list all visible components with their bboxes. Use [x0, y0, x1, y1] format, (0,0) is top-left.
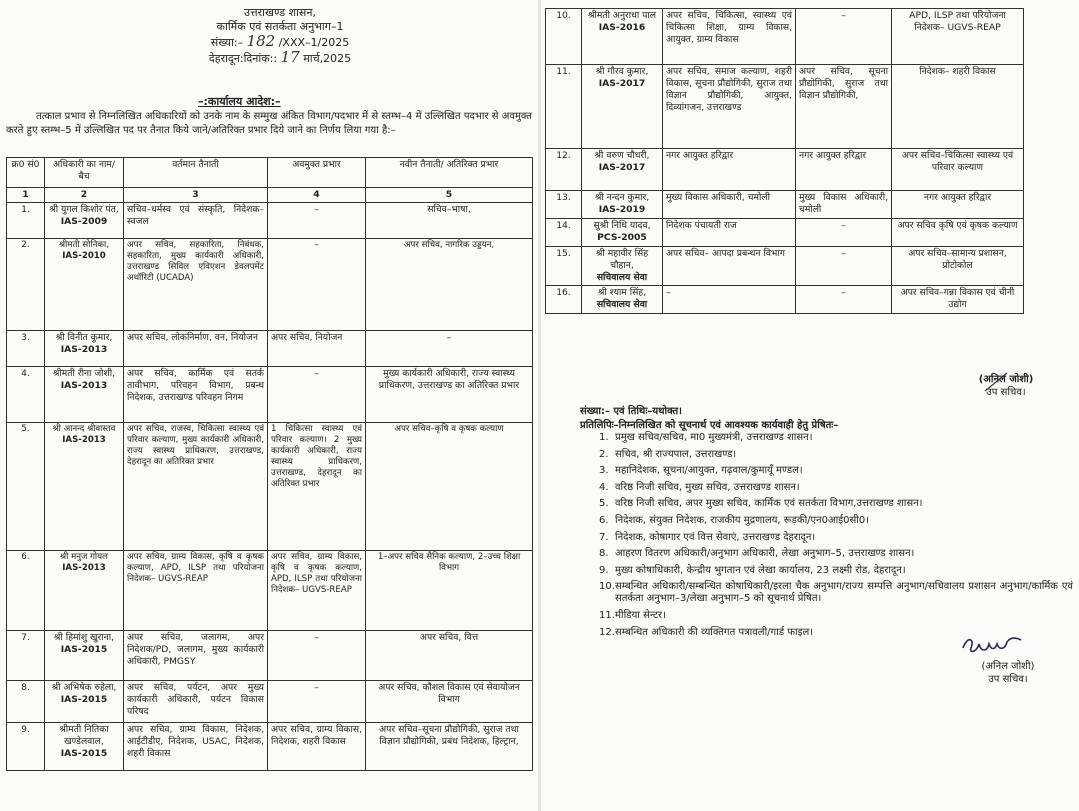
cell-officer	[45, 723, 124, 771]
cell-officer	[582, 247, 663, 286]
distribution-item	[599, 432, 1073, 444]
table-header-row	[7, 158, 533, 188]
cell-serial: 10.	[546, 9, 582, 65]
signatory-designation-2: उप सचिव।	[988, 674, 1028, 685]
transfer-table-part1	[6, 157, 533, 771]
table-row	[546, 191, 1024, 219]
table-row	[7, 681, 533, 723]
cell-officer	[45, 331, 124, 367]
table-row	[546, 286, 1024, 314]
cell-new-posting: –	[366, 331, 533, 367]
document-header	[150, 6, 410, 66]
cell-officer	[45, 367, 124, 423]
cell-new-posting: अपर सचिव–गन्ना विकास एवं चीनी उद्योग	[892, 286, 1024, 314]
distribution-item-number: 11.	[599, 609, 615, 621]
cell-relieved-charge: मुख्य विकास अधिकारी, चमोली	[796, 191, 892, 219]
distribution-item-text: वरिष्ठ निजी सचिव, मुख्य सचिव, उत्तराखण्ड शासन।	[615, 481, 800, 493]
cell-new-posting: अपर सचिव, कौशल विकास एवं सेवायोजन विभाग	[366, 681, 533, 723]
cell-relieved-charge: नगर आयुक्त हरिद्वार	[796, 149, 892, 191]
officer-batch: IAS-2017	[598, 162, 646, 173]
cell-serial: 9.	[7, 723, 45, 771]
cell-current-posting: अपर सचिव, सहकारिता, निबंधक, सहकारिता, मुख्य कार्यकारी अधिकारी, उत्तराखण्ड सिविल एविएशन डेवलपमेंट अथॉरिटी (UCADA)	[124, 239, 268, 331]
cell-officer	[45, 551, 124, 631]
officer-name: श्रीमती रीना जोशी,	[52, 368, 116, 379]
cell-serial: 15.	[546, 247, 582, 286]
cell-current-posting: अपर सचिव, पर्यटन, अपर मुख्य कार्यकारी अधिकारी, पर्यटन विकास परिषद	[124, 681, 268, 723]
cell-new-posting: 1–अपर सचिव सैनिक कल्याण, 2–उच्च शिक्षा विभाग	[366, 551, 533, 631]
cell-serial: 16.	[546, 286, 582, 314]
cell-current-posting: निदेशक पंचायती राज	[663, 219, 796, 247]
cell-relieved-charge: अपर सचिव, नियोजन	[268, 331, 366, 367]
cell-officer	[45, 631, 124, 681]
cell-relieved-charge: –	[268, 239, 366, 331]
distribution-item-number: 1.	[599, 432, 609, 443]
cell-serial: 13.	[546, 191, 582, 219]
cell-new-posting: निदेशक– शहरी विकास	[892, 65, 1024, 149]
cell-new-posting: अपर सचिव–चिकित्सा स्वास्थ्य एवं परिवार कल्याण	[892, 149, 1024, 191]
officer-name: श्री हिमांशु खुराना,	[53, 632, 115, 643]
distribution-item	[599, 515, 1073, 527]
cell-current-posting: अपर सचिव, कार्मिक एवं सतर्क तावीभाग, परिवहन विभाग, प्रबन्ध निदेशक, उत्तराखण्ड परिवहन निगम	[124, 367, 268, 423]
cell-new-posting: नगर आयुक्त हरिद्वार	[892, 191, 1024, 219]
cell-officer	[582, 149, 663, 191]
distribution-item-number: 8.	[599, 548, 609, 560]
copy-to-line: प्रतिलिपिः–निम्नलिखित को सूचनार्थ एवं आवश्यक कार्यवाही हेतु प्रेषितः–	[580, 420, 839, 431]
officer-batch: सचिवालय सेवा	[596, 299, 648, 310]
cell-new-posting: अपर सचिव, वित्त	[366, 631, 533, 681]
table-row	[7, 723, 533, 771]
officer-batch: IAS-2009	[60, 216, 108, 227]
cell-officer	[45, 681, 124, 723]
distribution-list	[599, 432, 1073, 643]
table-row	[546, 149, 1024, 191]
cell-new-posting: अपर सचिव–कृषि व कृषक कल्याण	[366, 423, 533, 551]
officer-name: श्री नन्दन कुमार,	[594, 192, 650, 203]
cell-current-posting: सचिव–धर्मस्व एवं संस्कृति, निदेशक–स्वजल	[124, 203, 268, 239]
intro-paragraph: तत्काल प्रभाव से निम्नलिखित अधिकारियों को उनके नाम के सम्मुख अंकित विभाग/पदभार में से स्तम्भ–4 में उल्लिखित पदभार से अवमुक्त करते हुए स्तम्भ–5 में उल्लिखित पद पर तैनात किये जाने/अतिरिक्त प्रभार दिये जाने का निर्णय लिया गया है:–	[6, 111, 532, 136]
officer-name: श्री महावीर सिंह चौहान,	[595, 248, 649, 271]
cell-relieved-charge: 1 चिकित्सा स्वास्थ्य एवं परिवार कल्याण। 2 मुख्य कार्यकारी अधिकारी, राज्य स्वास्थ्य प्राधिकरण, उत्तराखण्ड, देहरादून का अतिरिक्त प्रभार	[268, 423, 366, 551]
cell-serial: 1.	[7, 203, 45, 239]
document-page-right	[541, 0, 1079, 811]
officer-name: श्री वरुण चौधरी,	[594, 150, 650, 161]
cell-new-posting: मुख्य कार्यकारी अधिकारी, राज्य स्वास्थ्य प्राधिकरण, उत्तराखण्ड का अतिरिक्त प्रभार	[366, 367, 533, 423]
distribution-item	[599, 548, 1073, 560]
table-row	[7, 551, 533, 631]
officer-name: सुश्री निधि यादव,	[593, 220, 651, 231]
distribution-item-number: 12.	[599, 626, 615, 638]
officer-batch: IAS-2015	[60, 644, 108, 655]
table-row	[546, 65, 1024, 149]
officer-batch: सचिवालय सेवा	[596, 272, 648, 283]
distribution-item	[599, 482, 1073, 494]
cell-officer	[582, 286, 663, 314]
cell-current-posting: –	[663, 286, 796, 314]
distribution-item-number: 3.	[599, 465, 609, 477]
table-row	[546, 247, 1024, 286]
officer-name: श्रीमती नितिका खण्डेलवाल,	[59, 724, 109, 747]
signature-block-2	[953, 660, 1063, 686]
distribution-item	[599, 449, 1073, 461]
col-header-current: वर्तमान तैनाती	[124, 158, 268, 188]
cell-relieved-charge: अपर सचिव, ग्राम्य विकास, कृषि व कृषक कल्याण, APD, ILSP तथा परियोजना निदेशक– UGVS-REAP	[268, 551, 366, 631]
officer-name: श्री अभिषेक रुहेला,	[51, 682, 117, 693]
distribution-item-text: मीडिया सेन्टर।	[615, 609, 666, 621]
distribution-item	[599, 610, 1073, 622]
cell-new-posting: अपर सचिव कृषि एवं कृषक कल्याण	[892, 219, 1024, 247]
distribution-item	[599, 581, 1073, 605]
header-government: उत्तराखण्ड शासन,	[244, 6, 316, 19]
officer-name: श्रीमती सोनिका,	[59, 240, 109, 250]
distribution-item-text: आहरण वितरण अधिकारी/अनुभाग अधिकारी, लेखा अनुभाग–5, उत्तराखण्ड शासन।	[615, 548, 915, 560]
distribution-item-number: 9.	[599, 564, 609, 576]
office-order-title: –:कार्यालय आदेश:–	[198, 95, 281, 108]
cell-officer	[45, 203, 124, 239]
distribution-item-text: वरिष्ठ निजी सचिव, अपर मुख्य सचिव, कार्मिक एवं सतर्कता विभाग,उत्तराखण्ड शासन।	[615, 498, 923, 510]
distribution-item-text: महानिदेशक, सूचना/आयुक्त, गढ़वाल/कुमायूँ मण्डल।	[615, 465, 803, 477]
cell-serial: 7.	[7, 631, 45, 681]
cell-relieved-charge: –	[268, 681, 366, 723]
distribution-item-text: सम्बन्धित अधिकारी की व्यक्तिगत पत्रावली/गार्ड फाइल।	[615, 626, 814, 638]
cell-relieved-charge: अपर सचिव, सूचना प्रौद्योगिकी, सुराज तथा विज्ञान प्रौद्योगिकी,	[796, 65, 892, 149]
cell-relieved-charge: –	[268, 631, 366, 681]
cell-new-posting: अपर सचिव, नागरिक उड्डयन,	[366, 239, 533, 331]
cell-current-posting: अपर सचिव– आपदा प्रबन्धन विभाग	[663, 247, 796, 286]
distribution-item-number: 2.	[599, 448, 609, 460]
officer-batch: IAS-2016	[598, 22, 646, 33]
document-page-left	[0, 0, 538, 811]
cell-serial: 8.	[7, 681, 45, 723]
distribution-item-number: 5.	[599, 498, 609, 510]
signatory-name: (अनिल जोशी)	[978, 374, 1034, 385]
cell-serial: 14.	[546, 219, 582, 247]
signatory-designation: उप सचिव।	[986, 387, 1026, 398]
cell-officer	[582, 65, 663, 149]
cell-serial: 6.	[7, 551, 45, 631]
officer-batch: IAS-2013	[60, 380, 108, 391]
cell-officer	[45, 423, 124, 551]
col-header-new: नवीन तैनाती/ अतिरिक्त प्रभार	[366, 158, 533, 188]
table-row	[7, 239, 533, 331]
table-row	[546, 9, 1024, 65]
distribution-item	[599, 498, 1073, 510]
cell-current-posting: अपर सचिव, समाज कल्याण, शहरी विकास, सूचना प्रौद्योगिकी, सुराज तथा विज्ञान प्रौद्योगिकी, आयुक्त, दिव्यांगजन, उत्तराखण्ड	[663, 65, 796, 149]
col-header-relieved: अवमुक्त प्रभार	[268, 158, 366, 188]
distribution-item-text: सचिव, श्री राज्यपाल, उत्तराखण्ड।	[615, 448, 737, 460]
officer-name: श्रीमती अनुराधा पाल	[588, 10, 656, 21]
col-header-sn: क्र0 सं0	[7, 158, 45, 188]
signatory-name-2: (अनिल जोशी)	[981, 661, 1035, 672]
officer-name: श्री श्याम सिंह,	[597, 287, 647, 298]
distribution-item	[599, 565, 1073, 577]
distribution-item	[599, 532, 1073, 544]
distribution-item-number: 10.	[599, 581, 615, 593]
distribution-item	[599, 465, 1073, 477]
officer-name: श्री गौरव कुमार,	[595, 66, 649, 77]
table-row	[7, 203, 533, 239]
officer-batch: IAS-2013	[62, 435, 106, 445]
cell-relieved-charge: –	[796, 286, 892, 314]
officer-name: श्री युगल किशोर पंत,	[49, 204, 119, 215]
officer-batch: PCS-2005	[597, 232, 647, 243]
officer-batch: IAS-2015	[60, 694, 108, 705]
cell-officer	[582, 219, 663, 247]
cell-new-posting: अपर सचिव–सामान्य प्रशासन, प्रोटोकोल	[892, 247, 1024, 286]
cell-current-posting: अपर सचिव, चिकित्सा, स्वास्थ्य एवं चिकित्सा शिक्षा, ग्राम्य विकास, आयुक्त, ग्राम्य विकास	[663, 9, 796, 65]
table-row	[7, 423, 533, 551]
table-row	[546, 219, 1024, 247]
distribution-item-number: 6.	[599, 514, 609, 526]
cell-officer	[582, 9, 663, 65]
cell-relieved-charge: –	[796, 247, 892, 286]
cell-current-posting: अपर सचिव, ग्राम्य विकास, निदेशक, आईटीडीए, निदेशक, USAC, निदेशक, शहरी विकास	[124, 723, 268, 771]
officer-batch: IAS-2013	[60, 344, 108, 355]
column-number-row: 1 2 3 4 5	[7, 188, 533, 203]
cell-officer	[45, 239, 124, 331]
officer-batch: IAS-2013	[62, 563, 106, 573]
officer-batch: IAS-2019	[598, 204, 646, 215]
cell-new-posting: अपर सचिव–सूचना प्रौद्योगिकी, सुराज तथा विज्ञान प्रौद्योगिकी, प्रबंध निदेशक, हिल्ट्रान,	[366, 723, 533, 771]
officer-batch: IAS-2010	[62, 251, 106, 261]
officer-name: श्री विनीत कुमार,	[55, 332, 113, 343]
officer-batch: IAS-2017	[598, 78, 646, 89]
distribution-item-number: 7.	[599, 531, 609, 543]
cell-serial: 5.	[7, 423, 45, 551]
cell-current-posting: अपर सचिव, जलागम, अपर निदेशक/PD, जलागम, मुख्य कार्यकारी अधिकारी, PMGSY	[124, 631, 268, 681]
distribution-item-text: निदेशक, संयुक्त निदेशक, राजकीय मुद्रणालय, रूड़की/एन0आई0सी0।	[615, 514, 869, 526]
handwritten-date: 17	[280, 48, 300, 66]
signature-handwritten-2	[959, 632, 1029, 658]
cell-relieved-charge: –	[268, 203, 366, 239]
cell-relieved-charge: –	[796, 219, 892, 247]
signature-block-1	[951, 373, 1061, 399]
table-row	[7, 367, 533, 423]
distribution-item-text: मुख्य कोषाधिकारी, केन्द्रीय भुगतान एवं लेखा कार्यालय, 23 लक्ष्मी रोड, देहरादून।	[615, 564, 906, 576]
reference-line: संख्या:– एवं तिथिः–यथोक्त।	[580, 406, 682, 417]
cell-current-posting: अपर सचिव, ग्राम्य विकास, कृषि व कृषक कल्याण, APD, ILSP तथा परियोजना निदेशक– UGVS-REAP	[124, 551, 268, 631]
cell-serial: 4.	[7, 367, 45, 423]
officer-batch: IAS-2015	[60, 748, 108, 759]
distribution-item-number: 4.	[599, 481, 609, 493]
cell-serial: 11.	[546, 65, 582, 149]
distribution-item-text: सम्बन्धित अधिकारी/सम्बन्धित कोषाधिकारी/इरला चैक अनुभाग/राज्य सम्पत्ति अनुभाग/सचिवालय प्रशासन अनुभाग/कार्मिक एवं सतर्कता अनुभाग–3/लेखा अनुभाग–5 को सूचनार्थ प्रेषित।	[615, 581, 1073, 605]
officer-name: श्री मनुज गोयल	[60, 552, 108, 562]
distribution-item-text: निदेशक, कोषागार एवं वित्त सेवाएं, उत्तराखण्ड देहरादून।	[615, 531, 816, 543]
header-date: देहरादून:दिनांक:: 17 मार्च,2025	[208, 48, 352, 66]
distribution-item-text: प्रमुख सचिव/सचिव, मा0 मुख्यमंत्री, उत्तराखण्ड शासन।	[615, 432, 813, 443]
cell-relieved-charge: –	[268, 367, 366, 423]
cell-serial: 2.	[7, 239, 45, 331]
cell-relieved-charge: अपर सचिव, ग्राम्य विकास, निदेशक, शहरी विकास	[268, 723, 366, 771]
header-section: कार्मिक एवं सतर्कता अनुभाग–1	[216, 20, 344, 33]
cell-new-posting: सचिव–भाषा,	[366, 203, 533, 239]
handwritten-number: 182	[246, 32, 276, 50]
cell-current-posting: मुख्य विकास अधिकारी, चमोली	[663, 191, 796, 219]
col-header-name: अधिकारी का नाम/बैच	[45, 158, 124, 188]
table-row	[7, 631, 533, 681]
cell-serial: 12.	[546, 149, 582, 191]
header-number: संख्या:– 182 /XXX–1/2025	[210, 32, 350, 50]
table-row	[7, 331, 533, 367]
cell-officer	[582, 191, 663, 219]
transfer-table-part2	[545, 8, 1024, 314]
cell-serial: 3.	[7, 331, 45, 367]
cell-new-posting: APD, ILSP तथा परियोजना निदेशक– UGVS-REAP	[892, 9, 1024, 65]
cell-current-posting: नगर आयुक्त हरिद्वार	[663, 149, 796, 191]
officer-name: श्री आनन्द श्रीवास्तव	[52, 424, 116, 434]
cell-current-posting: अपर सचिव, राजस्व, चिकित्सा स्वास्थ्य एवं परिवार कल्याण, मुख्य कार्यकारी अधिकारी, राज्य स्वास्थ्य प्राधिकरण, उत्तराखण्ड, देहरादून का अतिरिक्त प्रभार	[124, 423, 268, 551]
cell-current-posting: अपर सचिव, लोकनिर्माण, वन, नियोजन	[124, 331, 268, 367]
cell-relieved-charge: –	[796, 9, 892, 65]
